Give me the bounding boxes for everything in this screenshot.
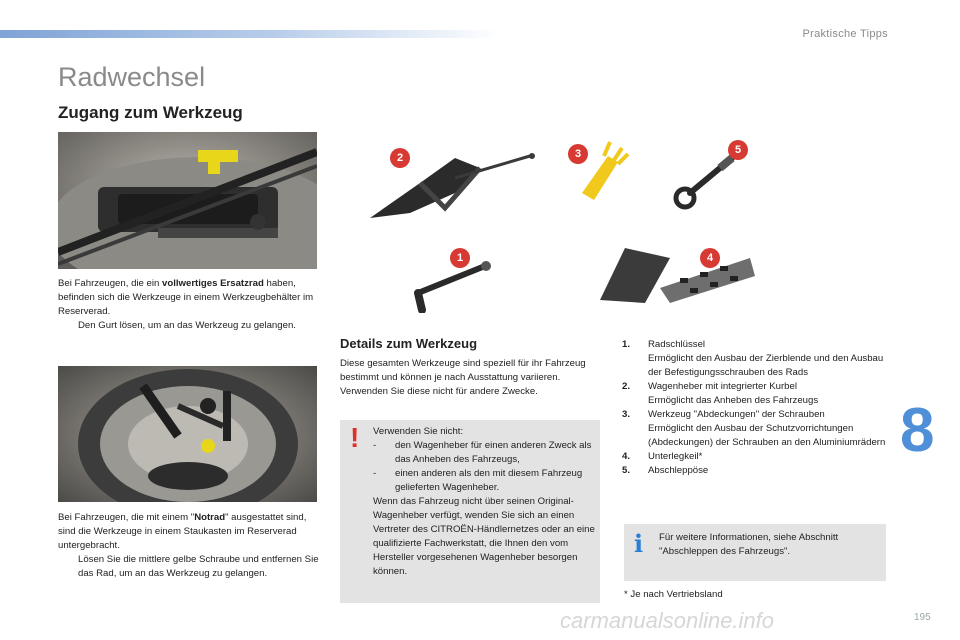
- warning-item: [373, 467, 595, 495]
- warning-item: [373, 439, 595, 467]
- wheel-chock-drawing: [600, 248, 755, 303]
- section-name: Praktische Tipps: [802, 28, 888, 40]
- legend-item: [622, 380, 892, 408]
- full-spare-wheel-paragraph: [58, 277, 320, 319]
- paragraph-prefix: Bei Fahrzeugen, die mit einem ": [58, 512, 195, 523]
- emergency-wheel-paragraph: [58, 511, 320, 553]
- warning-closing: Wenn das Fahrzeug nicht über seinen Original-Wagenheber verfügt, wenden Sie sich an einen Vertreter des CITROËN-Händlernetzes oder an eine qualifizierte Fachwerkstatt, die Ihnen den vom Hersteller vorgesehenen Wagenheber besorgen können.: [373, 496, 595, 577]
- bullet-marker: [58, 319, 78, 333]
- legend-number: 5.: [622, 465, 631, 476]
- tool-badge-4: 4: [700, 248, 720, 268]
- paragraph-bold: Notrad: [194, 512, 226, 523]
- legend-item: [622, 450, 892, 464]
- paragraph-prefix: Bei Fahrzeugen, die ein: [58, 278, 162, 289]
- info-icon: i: [634, 529, 644, 558]
- legend-name: Unterlegkeil*: [648, 451, 703, 462]
- warning-box: [340, 420, 600, 603]
- legend-name: Werkzeug "Abdeckungen" der Schrauben: [648, 409, 825, 420]
- watermark: carmanualsonline.info: [560, 608, 775, 633]
- warning-item-text: einen anderen als den mit diesem Fahrzeug gelieferten Wagenheber.: [395, 468, 583, 493]
- info-text: Für weitere Informationen, siehe Abschnitt "Abschleppen des Fahrzeugs".: [659, 532, 839, 557]
- details-intro: Diese gesamten Werkzeuge sind speziell für ihr Fahrzeug bestimmt und können je nach Ausstattung variieren. Verwenden Sie diese nicht für andere Zwecke.: [340, 358, 586, 397]
- legend-desc: Ermöglicht den Ausbau der Schutzvorrichtungen (Abdeckungen) der Schrauben an den Aluminiumrädern: [648, 423, 886, 448]
- chapter-number: 8: [900, 396, 935, 465]
- warning-text: [373, 425, 595, 579]
- legend-number: 4.: [622, 451, 631, 462]
- tools-illustration: [360, 138, 760, 313]
- tool-badge-5: 5: [728, 140, 748, 160]
- paragraph-suffix: haben, befinden sich die Werkzeuge in einem Werkzeugbehälter im Reserverad.: [58, 278, 314, 317]
- emergency-wheel-text: [58, 511, 320, 581]
- full-spare-wheel-text: [58, 277, 320, 333]
- header-gradient-bar: [0, 30, 500, 38]
- exclamation-icon: !: [350, 422, 360, 453]
- legend-number: 3.: [622, 409, 631, 420]
- info-box: [624, 524, 886, 581]
- bullet-text: Den Gurt lösen, um an das Werkzeug zu gelangen.: [78, 320, 296, 331]
- dash-marker: -: [373, 468, 377, 479]
- dash-marker: -: [373, 440, 377, 451]
- page-title: Radwechsel: [58, 62, 206, 92]
- page-number: 195: [914, 612, 931, 623]
- tools-drawing: [360, 138, 760, 313]
- legend-desc: Ermöglicht den Ausbau der Zierblende und den Ausbau der Befestigungsschrauben des Rads: [648, 353, 884, 378]
- footnote: * Je nach Vertriebsland: [624, 589, 723, 600]
- tool-badge-2: 2: [390, 148, 410, 168]
- paragraph-bold: vollwertiges Ersatzrad: [162, 278, 264, 289]
- cap-tool-drawing: [582, 142, 628, 200]
- legend-number: 2.: [622, 381, 631, 392]
- legend-desc: Ermöglicht das Anheben des Fahrzeugs: [648, 395, 819, 406]
- wheel-wrench-drawing: [418, 261, 491, 310]
- spare-wheel-tools-photo: [58, 132, 317, 269]
- legend-name: Wagenheber mit integrierter Kurbel: [648, 381, 797, 392]
- tool-legend: [622, 338, 892, 478]
- page-subtitle: Zugang zum Werkzeug: [58, 103, 243, 122]
- towing-eye-drawing: [676, 158, 732, 207]
- paragraph-suffix: " ausgestattet sind, sind die Werkzeuge in einem Staukasten im Reserverad untergebracht.: [58, 512, 307, 551]
- bullet-text: Lösen Sie die mittlere gelbe Schraube und entfernen Sie das Rad, um an das Werkzeug zu gelangen.: [78, 554, 319, 579]
- tool-badge-1: 1: [450, 248, 470, 268]
- bullet-item: [58, 319, 320, 333]
- warning-heading: Verwenden Sie nicht:: [373, 426, 464, 437]
- legend-item: [622, 408, 892, 450]
- tool-badge-3: 3: [568, 144, 588, 164]
- details-title: Details zum Werkzeug: [340, 336, 478, 351]
- legend-item: [622, 464, 892, 478]
- bullet-item: [58, 553, 320, 581]
- legend-number: 1.: [622, 339, 631, 350]
- warning-item-text: den Wagenheber für einen anderen Zweck als das Anheben des Fahrzeugs,: [395, 440, 592, 465]
- legend-name: Radschlüssel: [648, 339, 706, 350]
- legend-item: [622, 338, 892, 380]
- bullet-marker: [58, 553, 78, 581]
- emergency-wheel-tools-photo: [58, 366, 317, 502]
- legend-name: Abschleppöse: [648, 465, 709, 476]
